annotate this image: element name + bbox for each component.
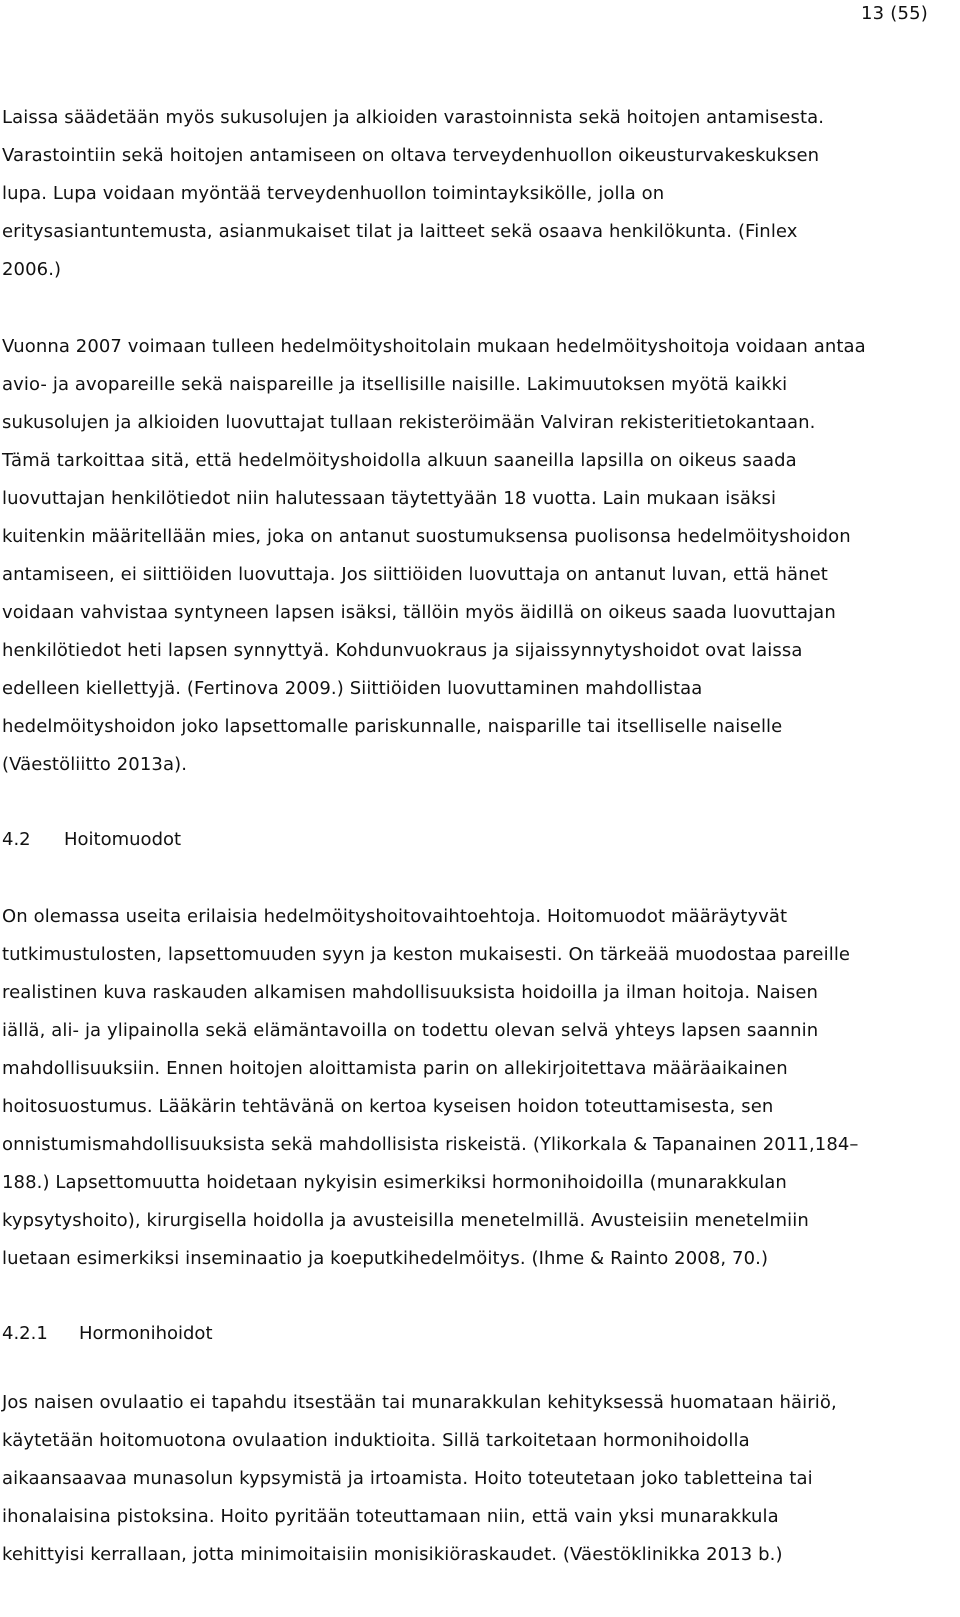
text-line: edelleen kiellettyjä. (Fertinova 2009.) Siittiöiden luovuttaminen mahdollistaa [2, 678, 703, 699]
text-line: Laissa säädetään myös sukusolujen ja alkioiden varastoinnista sekä hoitojen antamisesta. [2, 107, 825, 128]
text-line: lupa. Lupa voidaan myöntää terveydenhuollon toimintayksikölle, jolla on [2, 183, 665, 204]
text-line: sukusolujen ja alkioiden luovuttajat tullaan rekisteröimään Valviran rekisteritietokantaan. [2, 412, 816, 433]
paragraph-hormone-treatments [2, 1384, 932, 1574]
text-line: henkilötiedot heti lapsen synnyttyä. Kohdunvuokraus ja sijaissynnytyshoidot ovat laissa [2, 640, 803, 661]
text-line: tutkimustulosten, lapsettomuuden syyn ja keston mukaisesti. On tärkeää muodostaa pareille [2, 944, 851, 965]
paragraph-treatment-forms [2, 898, 932, 1278]
text-line: antamiseen, ei siittiöiden luovuttaja. Jos siittiöiden luovuttaja on antanut luvan, että hänet [2, 564, 828, 585]
text-line: luovuttajan henkilötiedot niin halutessaan täytettyään 18 vuotta. Lain mukaan isäksi [2, 488, 777, 509]
text-line: mahdollisuuksiin. Ennen hoitojen aloittamista parin on allekirjoitettava määräaikainen [2, 1058, 788, 1079]
text-line: ihonalaisina pistoksina. Hoito pyritään toteuttamaan niin, että vain yksi munarakkula [2, 1506, 779, 1527]
text-line: hoitosuostumus. Lääkärin tehtävänä on kertoa kyseisen hoidon toteuttamisesta, sen [2, 1096, 774, 1117]
section-heading-4-2 [2, 828, 181, 852]
section-title: Hoitomuodot [64, 829, 182, 850]
paragraph-fertility-law [2, 328, 932, 784]
text-line: kypsytyshoito), kirurgisella hoidolla ja avusteisilla menetelmillä. Avusteisiin menetelmiin [2, 1210, 809, 1231]
text-line: onnistumismahdollisuuksista sekä mahdollisista riskeistä. (Ylikorkala & Tapanainen 2011,184– [2, 1134, 859, 1155]
paragraph-legislation-storage [2, 99, 932, 289]
section-number: 4.2.1 [2, 1323, 48, 1344]
page-number: 13 (55) [861, 3, 928, 24]
text-line: Jos naisen ovulaatio ei tapahdu itsestään tai munarakkulan kehityksessä huomataan häiriö, [2, 1392, 837, 1413]
text-line: 2006.) [2, 259, 62, 280]
text-line: Varastointiin sekä hoitojen antamiseen on oltava terveydenhuollon oikeusturvakeskuksen [2, 145, 820, 166]
text-line: kehittyisi kerrallaan, jotta minimoitaisiin monisikiöraskaudet. (Väestöklinikka 2013 b.) [2, 1544, 783, 1565]
text-line: On olemassa useita erilaisia hedelmöityshoitovaihtoehtoja. Hoitomuodot määräytyvät [2, 906, 788, 927]
text-line: iällä, ali- ja ylipainolla sekä elämäntavoilla on todettu olevan selvä yhteys lapsen saannin [2, 1020, 819, 1041]
section-title: Hormonihoidot [79, 1323, 213, 1344]
text-line: voidaan vahvistaa syntyneen lapsen isäksi, tällöin myös äidillä on oikeus saada luovuttajan [2, 602, 836, 623]
text-line: Vuonna 2007 voimaan tulleen hedelmöityshoitolain mukaan hedelmöityshoitoja voidaan antaa [2, 336, 866, 357]
text-line: Tämä tarkoittaa sitä, että hedelmöityshoidolla alkuun saaneilla lapsilla on oikeus saada [2, 450, 797, 471]
text-line: luetaan esimerkiksi inseminaatio ja koeputkihedelmöitys. (Ihme & Rainto 2008, 70.) [2, 1248, 769, 1269]
text-line: (Väestöliitto 2013a). [2, 754, 188, 775]
text-line: eritysasiantuntemusta, asianmukaiset tilat ja laitteet sekä osaava henkilökunta. (Finlex [2, 221, 798, 242]
text-line: avio- ja avopareille sekä naispareille ja itsellisille naisille. Lakimuutoksen myötä kaikki [2, 374, 788, 395]
text-line: kuitenkin määritellään mies, joka on antanut suostumuksensa puolisonsa hedelmöityshoidon [2, 526, 851, 547]
text-line: aikaansaavaa munasolun kypsymistä ja irtoamista. Hoito toteutetaan joko tabletteina tai [2, 1468, 813, 1489]
text-line: hedelmöityshoidon joko lapsettomalle pariskunnalle, naisparille tai itselliselle naiselle [2, 716, 783, 737]
section-number: 4.2 [2, 829, 31, 850]
text-line: käytetään hoitomuotona ovulaation induktioita. Sillä tarkoitetaan hormonihoidolla [2, 1430, 750, 1451]
text-line: realistinen kuva raskauden alkamisen mahdollisuuksista hoidoilla ja ilman hoitoja. Naisen [2, 982, 818, 1003]
text-line: 188.) Lapsettomuutta hoidetaan nykyisin esimerkiksi hormonihoidoilla (munarakkulan [2, 1172, 787, 1193]
section-heading-4-2-1 [2, 1322, 213, 1346]
